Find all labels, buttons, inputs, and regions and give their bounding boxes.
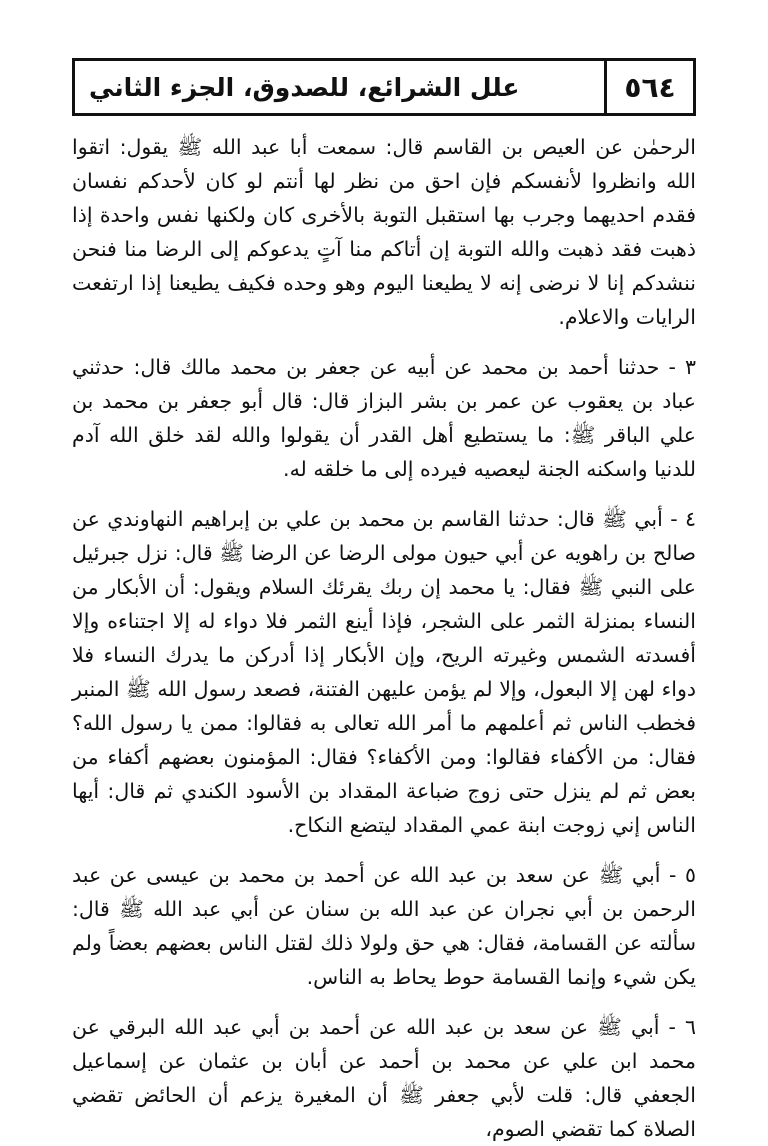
page-number: ٥٦٤ <box>604 61 693 113</box>
page-body <box>72 130 696 1146</box>
paragraph-3: ٤ - أبي ﷺ قال: حدثنا القاسم بن محمد بن علي بن إبراهيم النهاوندي عن صالح بن راهويه عن أبي حيون مولى الرضا عن الرضا ﷺ قال: نزل جبرئيل على النبي ﷺ فقال: يا محمد إن ربك يقرئك السلام ويقول: أن الأبكار من النساء بمنزلة الثمر على الشجر، فإذا أينع الثمر فلا دواء له إلا اجتناءه وإلا أفسدته الشمس وغيرته الريح، وإن الأبكار إذا أدركن ما يدرك النساء فلا دواء لهن إلا البعول، وإلا لم يؤمن عليهن الفتنة، فصعد رسول الله ﷺ المنبر فخطب الناس ثم أعلمهم ما أمر الله تعالى به فقالوا: ممن يا رسول الله؟ فقال: من الأكفاء فقالوا: ومن الأكفاء؟ فقال: المؤمنون بعضهم أكفاء من بعض ثم لم ينزل حتى زوج ضباعة المقداد بن الأسود الكندي ثم قال: أيها الناس إني زوجت ابنة عمي المقداد ليتضع النكاح. <box>72 507 696 837</box>
paragraph-4: ٥ - أبي ﷺ عن سعد بن عبد الله عن أحمد بن محمد بن عيسى عن عبد الرحمن بن أبي نجران عن عبد الله بن سنان عن أبي عبد الله ﷺ قال: سألته عن القسامة، فقال: هي حق ولولا ذلك لقتل الناس بعضهم بعضاً ولم يكن شيء وإنما القسامة حوط يحاط به الناس. <box>72 863 696 989</box>
page-header <box>72 58 696 116</box>
paragraph-5: ٦ - أبي ﷺ عن سعد بن عبد الله عن أحمد بن أبي عبد الله البرقي عن محمد ابن علي عن محمد بن أحمد عن أبان بن عثمان عن إسماعيل الجعفي قال: قلت لأبي جعفر ﷺ أن المغيرة يزعم أن الحائض تقضي الصلاة كما تقضي الصوم، <box>72 1015 696 1141</box>
running-title: علل الشرائع، للصدوق، الجزء الثاني <box>89 72 520 102</box>
paragraph-2: ٣ - حدثنا أحمد بن محمد عن أبيه عن جعفر بن محمد مالك قال: حدثني عباد بن يعقوب عن عمر بن بشر البزاز قال: قال أبو جعفر بن محمد بن علي الباقر ﷺ: ما يستطيع أهل القدر أن يقولوا والله لقد خلق الله آدم للدنيا واسكنه الجنة ليعصيه فيرده إلى ما خلقه له. <box>72 355 696 481</box>
paragraph-1: الرحمٰن عن العيص بن القاسم قال: سمعت أبا عبد الله ﷺ يقول: اتقوا الله وانظروا لأنفسكم فإن احق من نظر لها أنتم لو كان لأحدكم نفسان فقدم احديهما وجرب بها استقبل التوبة بالأخرى كان ولكنها نفس واحدة إذا ذهبت فقد ذهبت والله التوبة إن أتاكم منا آتٍ يدعوكم إلى الرضا منا فنحن ننشدكم إنا لا نرضى إنه لا يطيعنا اليوم وهو وحده فكيف يطيعنا إذا ارتفعت الرايات والاعلام. <box>72 135 696 329</box>
